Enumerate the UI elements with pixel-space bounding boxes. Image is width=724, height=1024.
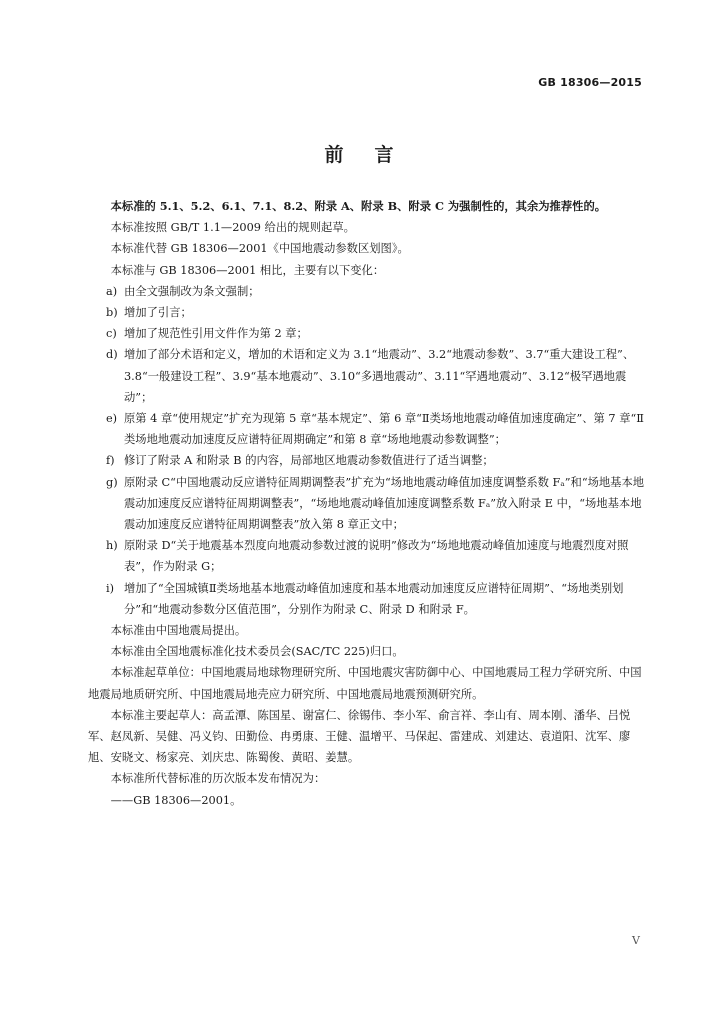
list-item-label: e) bbox=[106, 412, 118, 426]
list-item bbox=[88, 323, 648, 344]
list-item-text: 增加了“全国城镇Ⅱ类场地基本地震动峰值加速度和基本地震动加速度反应谱特征周期”、“场地类别划分”和“地震动参数分区值范围”，分别作为附录 C、附录 D 和附录 F。 bbox=[124, 581, 624, 616]
list-item bbox=[88, 578, 648, 620]
list-item-text: 由全文强制改为条文强制； bbox=[124, 284, 260, 298]
list-item bbox=[88, 408, 648, 450]
changes-intro-paragraph: 本标准与 GB 18306—2001 相比，主要有以下变化： bbox=[110, 263, 385, 277]
mandatory-clause-paragraph: 本标准的 5.1、5.2、6.1、7.1、8.2、附录 A、附录 B、附录 C 为强制性的，其余为推荐性的。 bbox=[110, 199, 607, 213]
list-item-text: 原第 4 章“使用规定”扩充为现第 5 章“基本规定”、第 6 章“Ⅱ类场地地震动峰值加速度确定”、第 7 章“Ⅱ类场地地震动加速度反应谱特征周期确定”和第 8 章“场地地震动参数调整”； bbox=[124, 412, 644, 447]
foreword-body bbox=[88, 196, 648, 811]
list-item bbox=[88, 535, 648, 577]
committee-paragraph: 本标准由全国地震标准化技术委员会(SAC/TC 225)归口。 bbox=[110, 645, 404, 659]
drafters-paragraph: 本标准主要起草人：高孟潭、陈国星、谢富仁、徐锡伟、李小军、俞言祥、李山有、周本刚、潘华、吕悦军、赵凤新、吴健、冯义钧、田勤俭、冉勇康、王健、温增平、马保起、雷建成、刘建达、袁道阳、沈军、廖旭、安晓文、杨家亮、刘庆忠、陈蜀俊、黄昭、姜慧。 bbox=[88, 708, 631, 765]
history-intro-paragraph: 本标准所代替标准的历次版本发布情况为： bbox=[110, 772, 326, 786]
list-item-label: g) bbox=[106, 475, 118, 489]
list-item bbox=[88, 302, 648, 323]
list-item-label: c) bbox=[106, 327, 117, 341]
list-item bbox=[88, 344, 648, 408]
list-item-text: 增加了规范性引用文件作为第 2 章； bbox=[124, 327, 308, 341]
proposer-paragraph: 本标准由中国地震局提出。 bbox=[110, 624, 247, 638]
list-item bbox=[88, 472, 648, 536]
list-item-label: f) bbox=[106, 454, 115, 468]
page-number: Ⅴ bbox=[632, 934, 640, 947]
history-item: ——GB 18306—2001。 bbox=[110, 793, 242, 807]
replaces-paragraph: 本标准代替 GB 18306—2001《中国地震动参数区划图》。 bbox=[110, 242, 409, 256]
list-item-text: 增加了部分术语和定义，增加的术语和定义为 3.1“地震动”、3.2“地震动参数”、3.7“重大建设工程”、3.8“一般建设工程”、3.9“基本地震动”、3.10“多遇地震动”、3.11“罕遇地震动”、3.12“极罕遇地震动”； bbox=[124, 348, 635, 404]
page-title: 前 言 bbox=[324, 144, 400, 166]
standard-code: GB 18306—2015 bbox=[538, 76, 642, 89]
list-item-text: 原附录 D“关于地震基本烈度向地震动参数过渡的说明”修改为“场地地震动峰值加速度与地震烈度对照表”，作为附录 G； bbox=[124, 539, 629, 574]
list-item-text: 修订了附录 A 和附录 B 的内容，局部地区地震动参数值进行了适当调整； bbox=[124, 454, 494, 468]
list-item-label: b) bbox=[106, 306, 118, 320]
list-item bbox=[88, 281, 648, 302]
list-item-label: i) bbox=[106, 581, 115, 595]
list-item bbox=[88, 450, 648, 471]
drafting-rules-paragraph: 本标准按照 GB/T 1.1—2009 给出的规则起草。 bbox=[110, 221, 355, 235]
drafting-units-paragraph: 本标准起草单位：中国地震局地球物理研究所、中国地震灾害防御中心、中国地震局工程力学研究所、中国地震局地质研究所、中国地震局地壳应力研究所、中国地震局地震预测研究所。 bbox=[88, 666, 642, 701]
list-item-label: d) bbox=[106, 348, 118, 362]
list-item-label: a) bbox=[106, 284, 118, 298]
list-item-label: h) bbox=[106, 539, 118, 553]
list-item-text: 增加了引言； bbox=[124, 306, 192, 320]
changes-list bbox=[88, 281, 648, 620]
list-item-text: 原附录 C“中国地震动反应谱特征周期调整表”扩充为“场地地震动峰值加速度调整系数 Fₐ”和“场地基本地震动加速度反应谱特征周期调整表”，“场地地震动峰值加速度调整系数 Fₐ”放入附录 E 中，“场地基本地震动加速度反应谱特征周期调整表”放入第 8 章正文中； bbox=[124, 475, 645, 532]
